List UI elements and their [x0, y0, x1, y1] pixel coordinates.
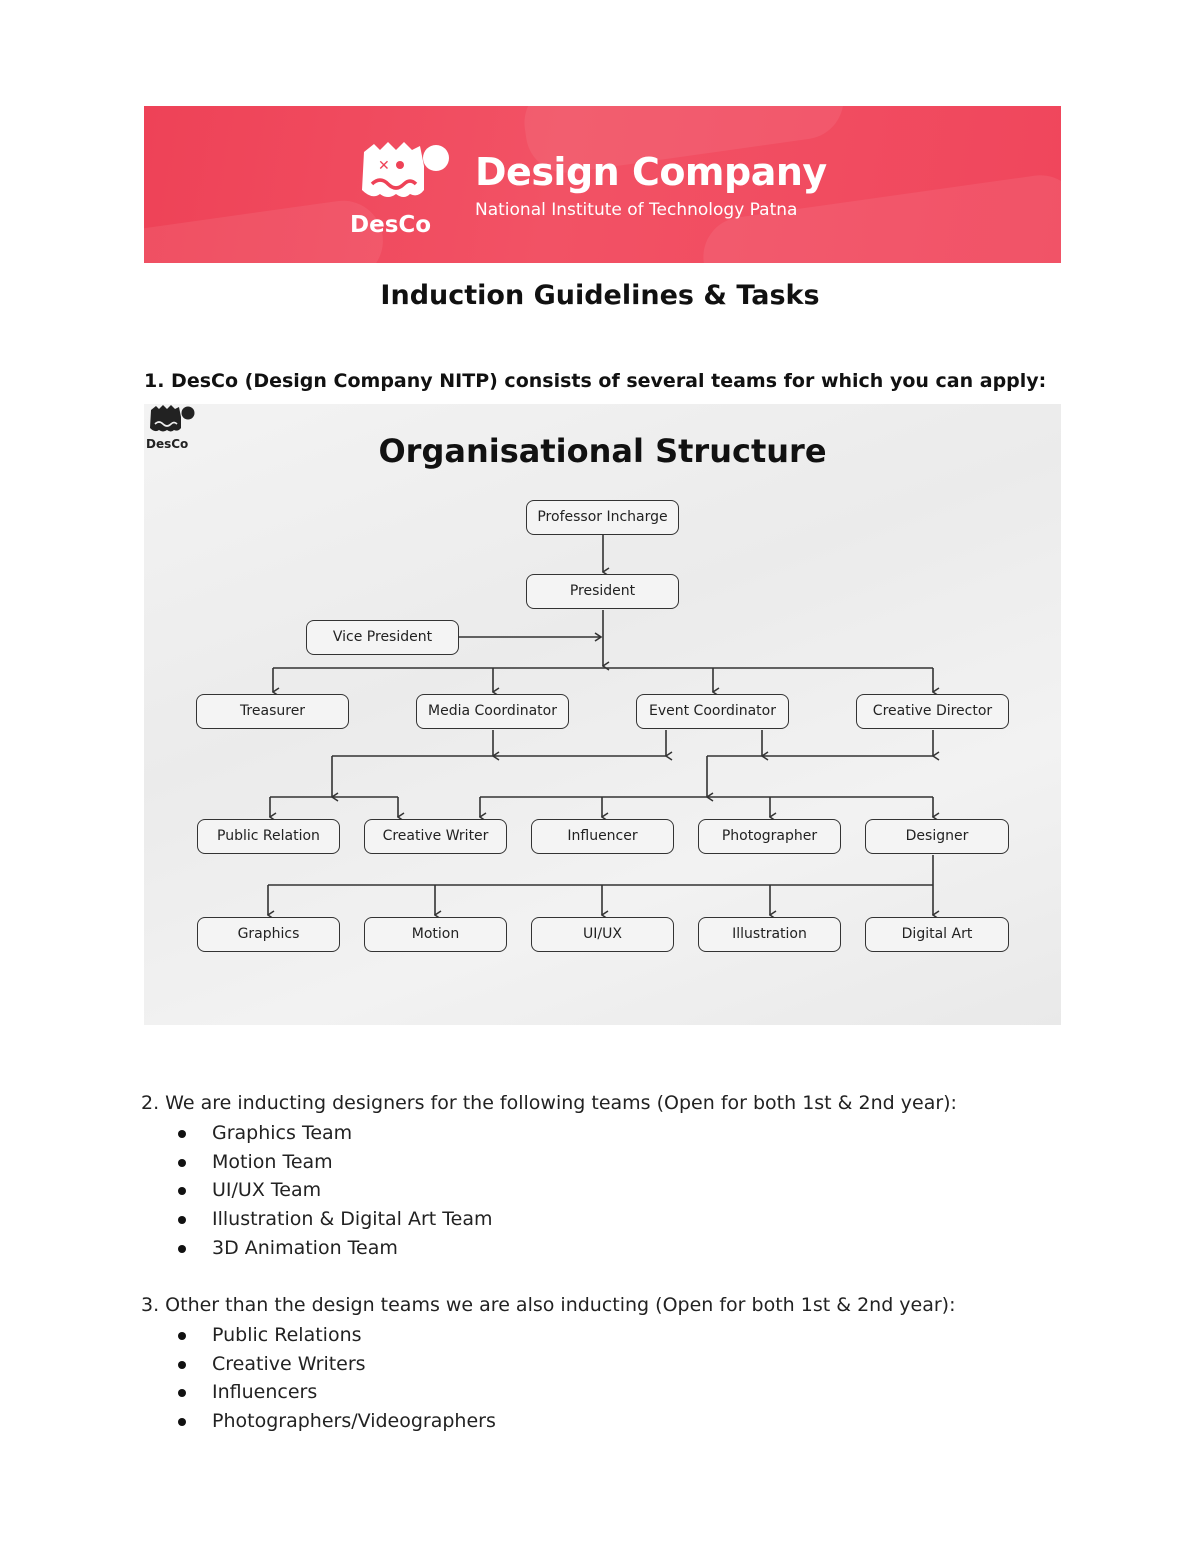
other-teams-list — [178, 1321, 496, 1436]
node-uiux: UI/UX — [531, 917, 674, 952]
node-treasurer: Treasurer — [196, 694, 349, 729]
node-professor-incharge: Professor Incharge — [526, 500, 679, 535]
list-item: Illustration & Digital Art Team — [178, 1205, 492, 1234]
bullet-icon — [178, 1159, 186, 1167]
node-president: President — [526, 574, 679, 609]
page-title: Induction Guidelines & Tasks — [380, 280, 820, 311]
list-item: Motion Team — [178, 1148, 492, 1177]
org-chart-title: Organisational Structure — [378, 432, 827, 470]
bullet-icon — [178, 1187, 186, 1195]
banner-subtitle: National Institute of Technology Patna — [475, 200, 798, 220]
node-illustration: Illustration — [698, 917, 841, 952]
bullet-icon — [178, 1216, 186, 1224]
section-2-heading: 2. We are inducting designers for the following teams (Open for both 1st & 2nd year): — [141, 1092, 957, 1114]
list-item: Graphics Team — [178, 1119, 492, 1148]
node-vice-president: Vice President — [306, 620, 459, 655]
org-chart — [144, 404, 1061, 1025]
header-banner — [144, 106, 1061, 263]
bullet-icon — [178, 1130, 186, 1138]
node-event-coordinator: Event Coordinator — [636, 694, 789, 729]
node-influencer: Influencer — [531, 819, 674, 854]
design-teams-list — [178, 1119, 492, 1262]
node-graphics: Graphics — [197, 917, 340, 952]
bullet-icon — [178, 1332, 186, 1340]
svg-text:DesCo: DesCo — [146, 437, 189, 450]
list-item: Public Relations — [178, 1321, 496, 1350]
bullet-icon — [178, 1389, 186, 1397]
node-photographer: Photographer — [698, 819, 841, 854]
section-1-heading: 1. DesCo (Design Company NITP) consists of several teams for which you can apply: — [144, 370, 1047, 392]
node-designer: Designer — [865, 819, 1009, 854]
bullet-icon — [178, 1418, 186, 1426]
list-item: 3D Animation Team — [178, 1234, 492, 1263]
list-item: Creative Writers — [178, 1350, 496, 1379]
list-item: Influencers — [178, 1378, 496, 1407]
node-digital-art: Digital Art — [865, 917, 1009, 952]
node-motion: Motion — [364, 917, 507, 952]
bullet-icon — [178, 1361, 186, 1369]
node-public-relation: Public Relation — [197, 819, 340, 854]
desco-mini-logo — [144, 404, 196, 450]
svg-text:DesCo: DesCo — [350, 212, 432, 236]
desco-logo — [350, 140, 450, 236]
list-item: UI/UX Team — [178, 1176, 492, 1205]
banner-title: Design Company — [475, 150, 827, 194]
svg-text:✕: ✕ — [378, 158, 390, 174]
node-creative-writer: Creative Writer — [364, 819, 507, 854]
bullet-icon — [178, 1245, 186, 1253]
node-media-coordinator: Media Coordinator — [416, 694, 569, 729]
section-3-heading: 3. Other than the design teams we are also inducting (Open for both 1st & 2nd year): — [141, 1294, 956, 1316]
list-item: Photographers/Videographers — [178, 1407, 496, 1436]
node-creative-director: Creative Director — [856, 694, 1009, 729]
